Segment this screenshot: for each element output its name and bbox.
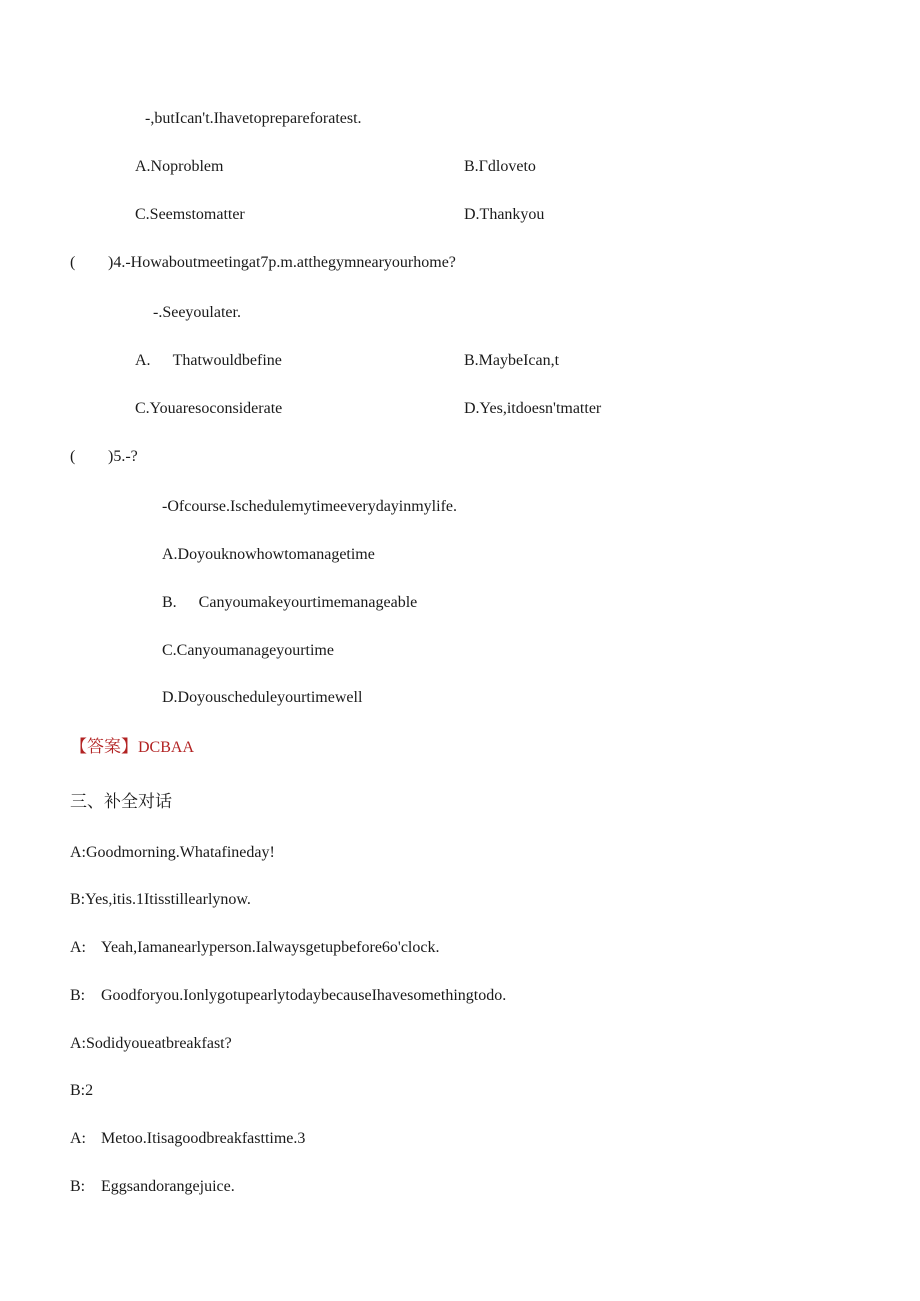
dialogue-line xyxy=(70,1129,305,1149)
q5-option-b xyxy=(162,593,417,613)
q5-reply: -Ofcourse.Ischedulemytimeeverydayinmylife. xyxy=(162,498,457,515)
q4-option-a xyxy=(135,351,282,371)
q5-option-d: D.Doyouscheduleyourtimewell xyxy=(162,689,363,706)
q4-stem-line xyxy=(70,253,456,273)
dialogue-text: Eggsandorangejuice. xyxy=(101,1178,235,1195)
answer-label: 【答案】 xyxy=(70,737,138,757)
q5-option-a: A.Doyouknowhowtomanagetime xyxy=(162,546,375,563)
answer-value: DCBAA xyxy=(138,739,195,756)
q5-option-c: C.Canyoumanageyourtime xyxy=(162,642,334,659)
dialogue-speaker: A: xyxy=(70,939,86,956)
section-heading: 三、补全对话 xyxy=(70,792,172,812)
q4-option-d: D.Yes,itdoesn'tmatter xyxy=(464,400,602,417)
dialogue-speaker: B: xyxy=(70,987,86,1004)
q5-option-b-label: B. xyxy=(162,594,177,611)
q5-answer-paren: ( xyxy=(70,448,76,465)
q3-option-a: A.Noproblem xyxy=(135,158,224,175)
dialogue-text: Yeah,Iamanearlyperson.Ialwaysgetupbefore6o'clock. xyxy=(101,939,440,956)
dialogue-speaker: B:Yes,itis.1Itisstillearlynow. xyxy=(70,891,251,908)
dialogue-line xyxy=(70,1177,235,1197)
q5-stem: )5.-? xyxy=(108,448,138,465)
dialogue-line xyxy=(70,1034,232,1054)
q4-stem: )4.-Howaboutmeetingat7p.m.atthegymnearyourhome? xyxy=(108,254,456,271)
q4-option-a-text: Thatwouldbefine xyxy=(172,352,282,369)
q4-reply: -.Seeyoulater. xyxy=(153,304,241,321)
dialogue-line xyxy=(70,938,439,958)
q3-option-b: B.Γdloveto xyxy=(464,158,536,175)
dialogue-text: Metoo.Itisagoodbreakfasttime.3 xyxy=(101,1130,306,1147)
q5-stem-line xyxy=(70,447,138,467)
answer-line xyxy=(70,737,194,758)
dialogue-speaker: A: xyxy=(70,1130,86,1147)
q4-option-b: B.MaybeIcan,t xyxy=(464,352,560,369)
dialogue-speaker: A:Sodidyoueatbreakfast? xyxy=(70,1035,232,1052)
dialogue-speaker: B:2 xyxy=(70,1082,94,1099)
dialogue-line xyxy=(70,843,275,863)
q3-reply: -,butIcan't.Ihavetoprepareforatest. xyxy=(145,110,362,127)
q4-answer-paren: ( xyxy=(70,254,76,271)
dialogue-line xyxy=(70,890,251,910)
q3-option-c: C.Seemstomatter xyxy=(135,206,245,223)
dialogue-text: Goodforyou.IonlygotupearlytodaybecauseIhavesomethingtodo. xyxy=(101,987,507,1004)
q3-option-d: D.Thankyou xyxy=(464,206,545,223)
q5-option-b-text: Canyoumakeyourtimemanageable xyxy=(198,594,418,611)
dialogue-line xyxy=(70,1081,93,1101)
q4-option-a-label: A. xyxy=(135,352,151,369)
dialogue-speaker: A:Goodmorning.Whatafineday! xyxy=(70,844,275,861)
dialogue-speaker: B: xyxy=(70,1178,86,1195)
dialogue-line xyxy=(70,986,506,1006)
q4-option-c: C.Youaresoconsiderate xyxy=(135,400,283,417)
